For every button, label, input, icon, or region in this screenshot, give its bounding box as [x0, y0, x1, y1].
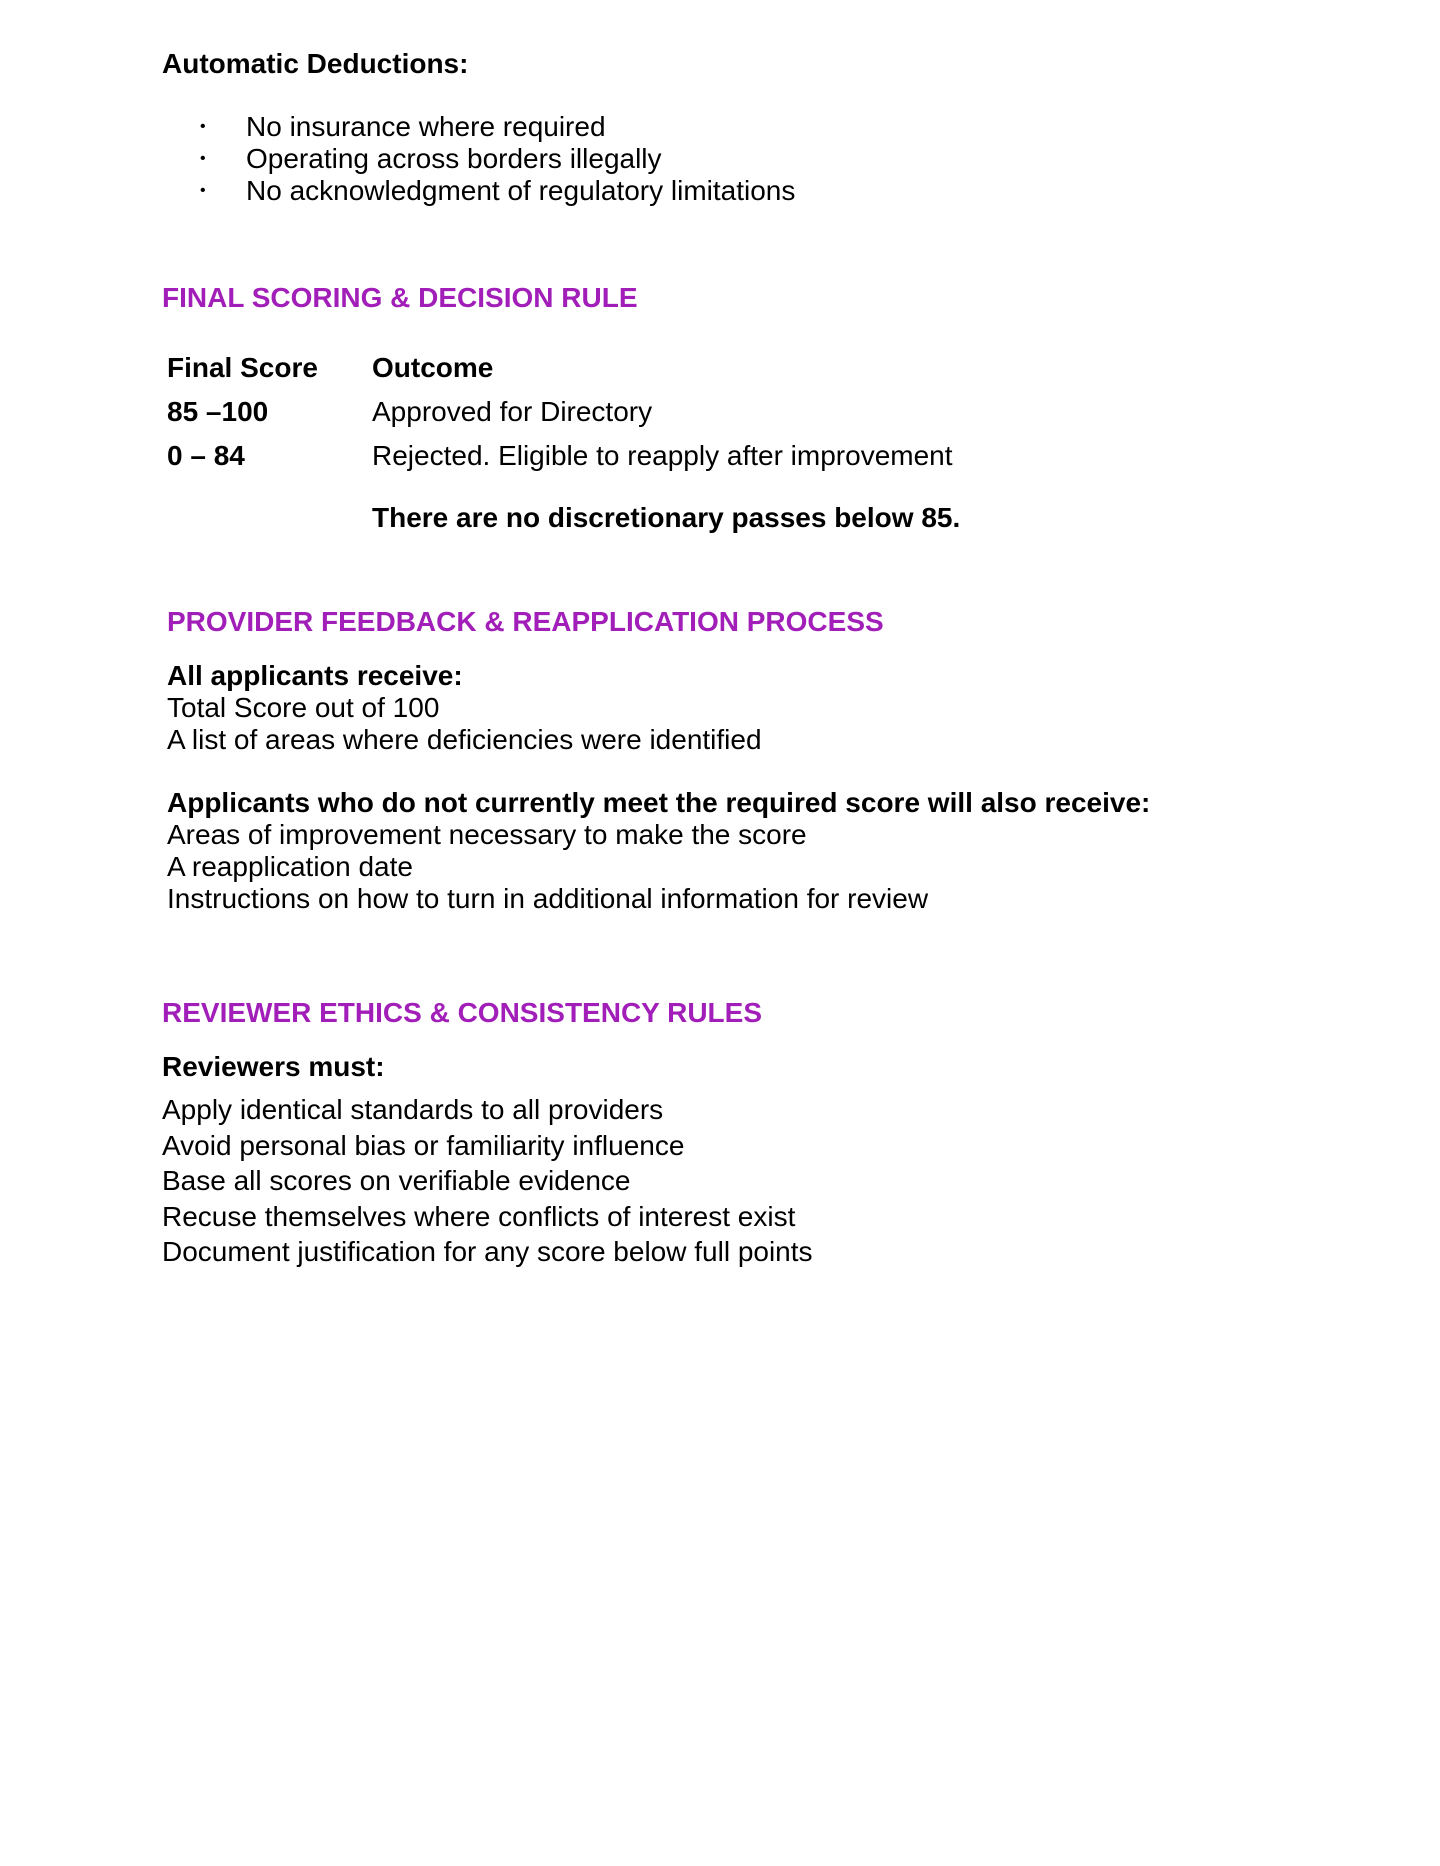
- all-applicants-list: [167, 692, 762, 756]
- deduction-item-text: No insurance where required: [246, 111, 606, 142]
- list-item: [200, 111, 795, 143]
- automatic-deductions-title: Automatic Deductions:: [162, 48, 469, 79]
- list-item: Document justification for any score below full points: [162, 1236, 813, 1267]
- reviewer-ethics-heading: REVIEWER ETHICS & CONSISTENCY RULES: [162, 997, 763, 1028]
- deductions-list: [200, 111, 795, 207]
- score-range: 0 – 84: [167, 440, 245, 471]
- list-item: A list of areas where deficiencies were identified: [167, 724, 762, 755]
- list-item: Total Score out of 100: [167, 692, 440, 723]
- score-range: 85 –100: [167, 396, 269, 427]
- list-item: A reapplication date: [167, 851, 413, 882]
- below-score-list: [167, 819, 928, 915]
- bullet-icon: •: [200, 118, 206, 135]
- bullet-icon: •: [200, 150, 206, 167]
- score-outcome: Approved for Directory: [372, 396, 653, 427]
- final-scoring-heading: FINAL SCORING & DECISION RULE: [162, 282, 638, 313]
- provider-feedback-heading: PROVIDER FEEDBACK & REAPPLICATION PROCESS: [167, 606, 884, 637]
- list-item: Recuse themselves where conflicts of interest exist: [162, 1200, 796, 1232]
- list-item: [200, 143, 795, 175]
- score-outcome: Rejected. Eligible to reapply after improvement: [372, 440, 953, 471]
- deduction-item-text: Operating across borders illegally: [246, 143, 662, 174]
- reviewers-must-title: Reviewers must:: [162, 1051, 385, 1082]
- below-score-title: Applicants who do not currently meet the required score will also receive:: [167, 787, 1151, 818]
- list-item: Instructions on how to turn in additional information for review: [167, 883, 929, 914]
- list-item: Apply identical standards to all providers: [162, 1094, 664, 1125]
- column-header-outcome: Outcome: [372, 352, 494, 383]
- list-item: Base all scores on verifiable evidence: [162, 1165, 631, 1196]
- list-item: [200, 175, 795, 207]
- bullet-icon: •: [200, 182, 206, 199]
- scoring-note: There are no discretionary passes below 85.: [372, 502, 961, 533]
- deduction-item-text: No acknowledgment of regulatory limitations: [246, 175, 796, 206]
- all-applicants-title: All applicants receive:: [167, 660, 463, 691]
- reviewer-rules-list: [162, 1092, 813, 1270]
- list-item: Areas of improvement necessary to make the score: [167, 819, 807, 850]
- list-item: Avoid personal bias or familiarity influence: [162, 1129, 685, 1161]
- column-header-final-score: Final Score: [167, 352, 318, 383]
